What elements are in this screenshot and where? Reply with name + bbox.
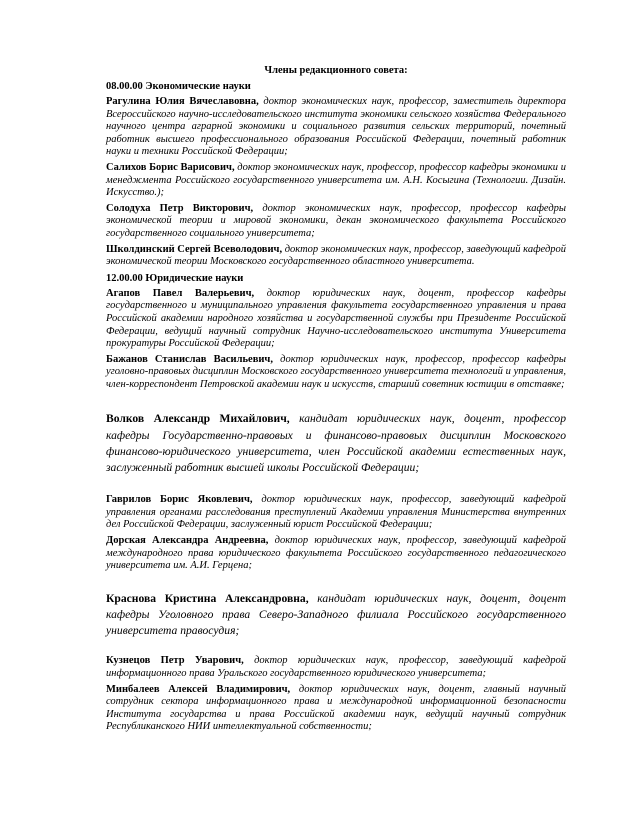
- member-entry: [106, 244, 566, 269]
- member-description: доктор юридических наук, профессор, заведующий кафедрой международного права юридического факультета Российского государственного педагогического университета им. А.И. Герцена;: [106, 535, 566, 572]
- member-description: доктор экономических наук, профессор, заместитель директора Всероссийского научно-исследовательского института экономики сельского хозяйства Федерального научного центра аграрной экономики и социального развития сельских территорий, почетный работник высшего профессионального образования Российской Федерации, почетный работник науки и техники Российской Федерации;: [106, 96, 566, 158]
- member-entry: [106, 288, 566, 351]
- member-name: Дорская Александра Андреевна,: [106, 535, 269, 547]
- member-entry: [106, 162, 566, 200]
- document-page: [106, 64, 566, 737]
- member-entry: [106, 591, 566, 640]
- member-name: Школдинский Сергей Всеволодович,: [106, 243, 283, 255]
- member-description: кандидат юридических наук, доцент, доцент кафедры Уголовного права Северо-Западного филиала Российского государственного университета правосудия;: [106, 591, 566, 638]
- member-description: доктор юридических наук, профессор, заведующий кафедрой информационного права Уральского государственного юридического университета;: [106, 655, 566, 680]
- member-name: Салихов Борис Варисович,: [106, 161, 235, 173]
- member-entry: [106, 354, 566, 392]
- member-name: Рагулина Юлия Вячеславовна,: [106, 96, 259, 107]
- member-description: доктор экономических наук, профессор, профессор кафедры экономики и менеджмента Российского государственного университета им. А.Н. Косыгина (Технологии. Дизайн. Искусство.);: [106, 161, 566, 199]
- member-entry: [106, 96, 566, 159]
- member-name: Бажанов Станислав Васильевич,: [106, 353, 273, 365]
- member-entry: [106, 684, 566, 734]
- member-entry: [106, 203, 566, 241]
- member-description: доктор юридических наук, доцент, профессор кафедры государственного и муниципального управления факультета государственного управления и права Российской академии народного хозяйства и государственной службы при Президенте Российской Федерации, ведущий научный сотрудник Научно-исследовательского института Университета прокуратуры Российской Федерации;: [106, 287, 567, 350]
- member-name: Минбалеев Алексей Владимирович,: [106, 683, 291, 695]
- member-description: доктор экономических наук, профессор, профессор кафедры экономической теории и мировой экономики, декан экономического факультета Российского государственного социального университета;: [106, 202, 566, 239]
- member-description: доктор экономических наук, профессор, заведующий кафедрой экономической теории Московского государственного областного университета.: [106, 243, 566, 268]
- member-entry: [106, 535, 566, 573]
- document-title: Члены редакционного совета:: [264, 65, 408, 76]
- member-description: доктор юридических наук, профессор, профессор кафедры уголовно-правовых дисциплин Московского государственного университета технологий и управления, член-корреспондент Петровской академии наук и искусств, старший советник юстиции в отставке;: [106, 353, 567, 390]
- member-description: доктор юридических наук, доцент, главный научный сотрудник сектора информационного права и международной информационной безопасности Института государства и права Российской академии наук, ведущий научный сотрудник Республиканского НИИ интеллектуальной собственности;: [106, 683, 566, 733]
- member-name: Кузнецов Петр Уварович,: [106, 655, 244, 667]
- member-name: Волков Александр Михайлович,: [106, 412, 290, 426]
- member-entry: [106, 655, 566, 680]
- member-entry: [106, 494, 566, 532]
- member-description: доктор юридических наук, профессор, заведующий кафедрой управления органами расследования преступлений Академии управления Министерства внутренних дел Российской Федерации, заслуженный юрист Российской Федерации;: [106, 494, 567, 531]
- member-name: Гаврилов Борис Яковлевич,: [106, 494, 253, 506]
- section-heading-economics: 08.00.00 Экономические науки: [106, 81, 251, 92]
- section-heading-law: 12.00.00 Юридические науки: [106, 272, 244, 284]
- member-entry: [106, 411, 566, 476]
- member-name: Агапов Павел Валерьевич,: [106, 287, 255, 299]
- member-description: кандидат юридических наук, доцент, профессор кафедры Государственно-правовых и финансово-правовых дисциплин Московского финансово-юридического университета, член Российской академии естественных наук, заслуженный работник высшей школы Российской Федерации;: [106, 412, 566, 475]
- member-name: Солодуха Петр Викторович,: [106, 202, 254, 214]
- member-name: Краснова Кристина Александровна,: [106, 591, 309, 605]
